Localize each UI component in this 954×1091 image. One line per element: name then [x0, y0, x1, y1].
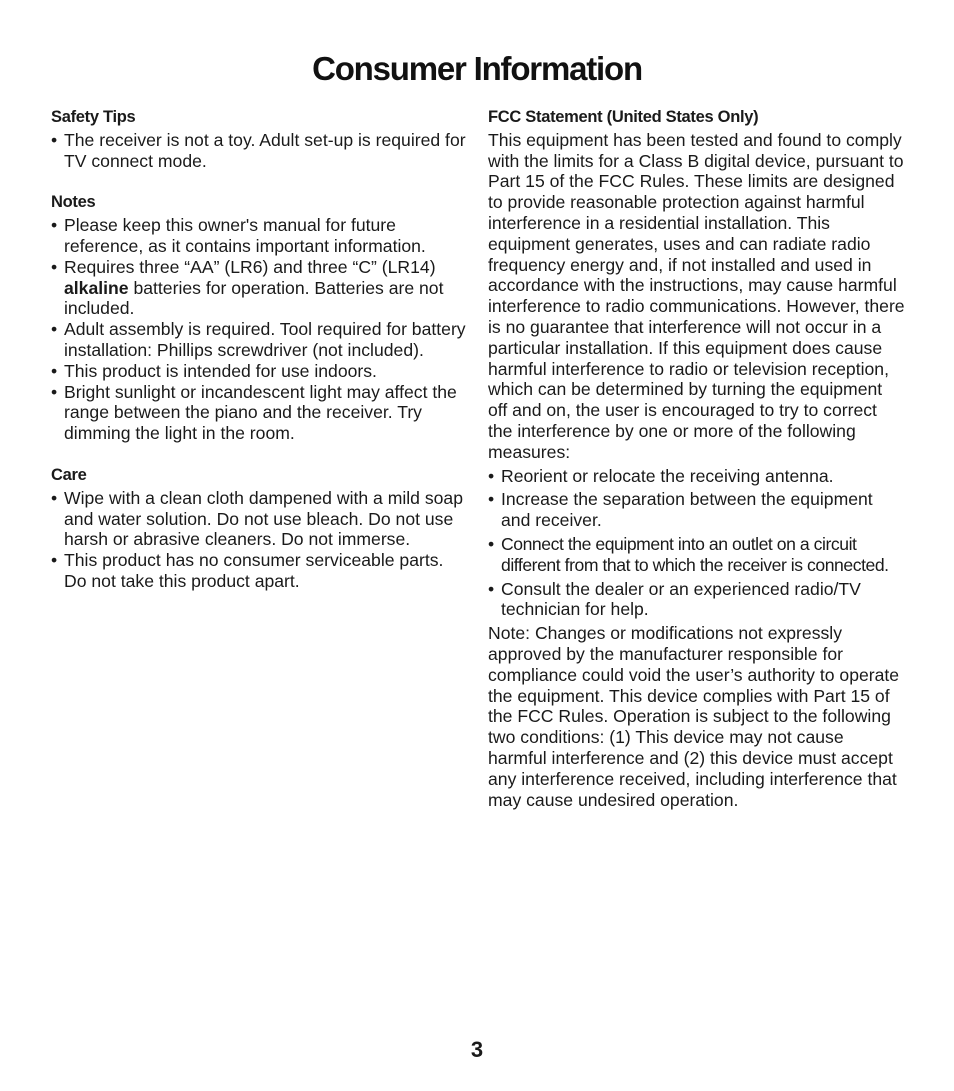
- list-item: [51, 257, 469, 319]
- battery-note-text: batteries for operation. Batteries are not included.: [64, 277, 444, 319]
- page-title: Consumer Information: [312, 50, 642, 87]
- care-section: [51, 465, 469, 592]
- alkaline-keyword: alkaline: [64, 277, 129, 298]
- list-item: • Bright sunlight or incandescent light may affect the range between the piano and the receiver. Try dimming the light in the room.: [51, 382, 469, 444]
- fcc-note-paragraph: Note: Changes or modifications not expressly approved by the manufacturer responsible for compliance could void the user’s authority to operate the equipment. This device complies with Part 15 of the FCC Rules. Operation is subject to the following two conditions: (1) This device may not cause harmful interference and (2) this device must accept any interference received, including interference that may cause undesired operation.: [488, 623, 900, 810]
- list-item: • This product is intended for use indoors.: [51, 361, 469, 382]
- right-column: [488, 107, 906, 810]
- list-item: • The receiver is not a toy. Adult set-up is required for TV connect mode.: [51, 130, 469, 172]
- list-item: • This product has no consumer serviceable parts. Do not take this product apart.: [51, 550, 469, 592]
- notes-section: [51, 192, 469, 444]
- fcc-measures-list: [488, 466, 906, 621]
- list-item: • Connect the equipment into an outlet on a circuit different from that to which the receiver is connected.: [488, 534, 906, 576]
- notes-list: [51, 215, 469, 444]
- fcc-heading: FCC Statement (United States Only): [488, 108, 759, 126]
- safety-tips-heading: Safety Tips: [51, 108, 136, 126]
- page-number: 3: [470, 1037, 484, 1062]
- fcc-intro-paragraph: This equipment has been tested and found to comply with the limits for a Class B digital device, pursuant to Part 15 of the FCC Rules. These limits are designed to provide reasonable protection against harmful interference in a residential installation. This equipment generates, uses and can radiate radio frequency energy and, if not installed and used in accordance with the instructions, may cause harmful interference to radio communications. However, there is no guarantee that interference will not occur in a particular installation. If this equipment does cause harmful interference to radio or television reception, which can be determined by turning the equipment off and on, the user is encouraged to try to correct the interference by one or more of the following measures:: [488, 129, 905, 462]
- left-column: [51, 107, 469, 613]
- list-item: • Increase the separation between the equipment and receiver.: [488, 489, 906, 531]
- battery-requirement-text: Requires three “AA” (LR6) and three “C” (LR14): [64, 256, 436, 277]
- list-item: • Consult the dealer or an experienced radio/TV technician for help.: [488, 579, 906, 621]
- care-list: [51, 488, 469, 592]
- list-item: • Reorient or relocate the receiving antenna.: [488, 466, 906, 487]
- notes-heading: Notes: [51, 193, 96, 212]
- care-heading: Care: [51, 465, 87, 484]
- safety-tips-section: [51, 107, 469, 171]
- list-item: • Wipe with a clean cloth dampened with a mild soap and water solution. Do not use bleach. Do not use harsh or abrasive cleaners. Do not immerse.: [51, 488, 469, 550]
- safety-tips-list: [51, 130, 469, 172]
- list-item: • Please keep this owner's manual for future reference, as it contains important information.: [51, 215, 469, 257]
- list-item: • Adult assembly is required. Tool required for battery installation: Phillips screwdriver (not included).: [51, 319, 469, 361]
